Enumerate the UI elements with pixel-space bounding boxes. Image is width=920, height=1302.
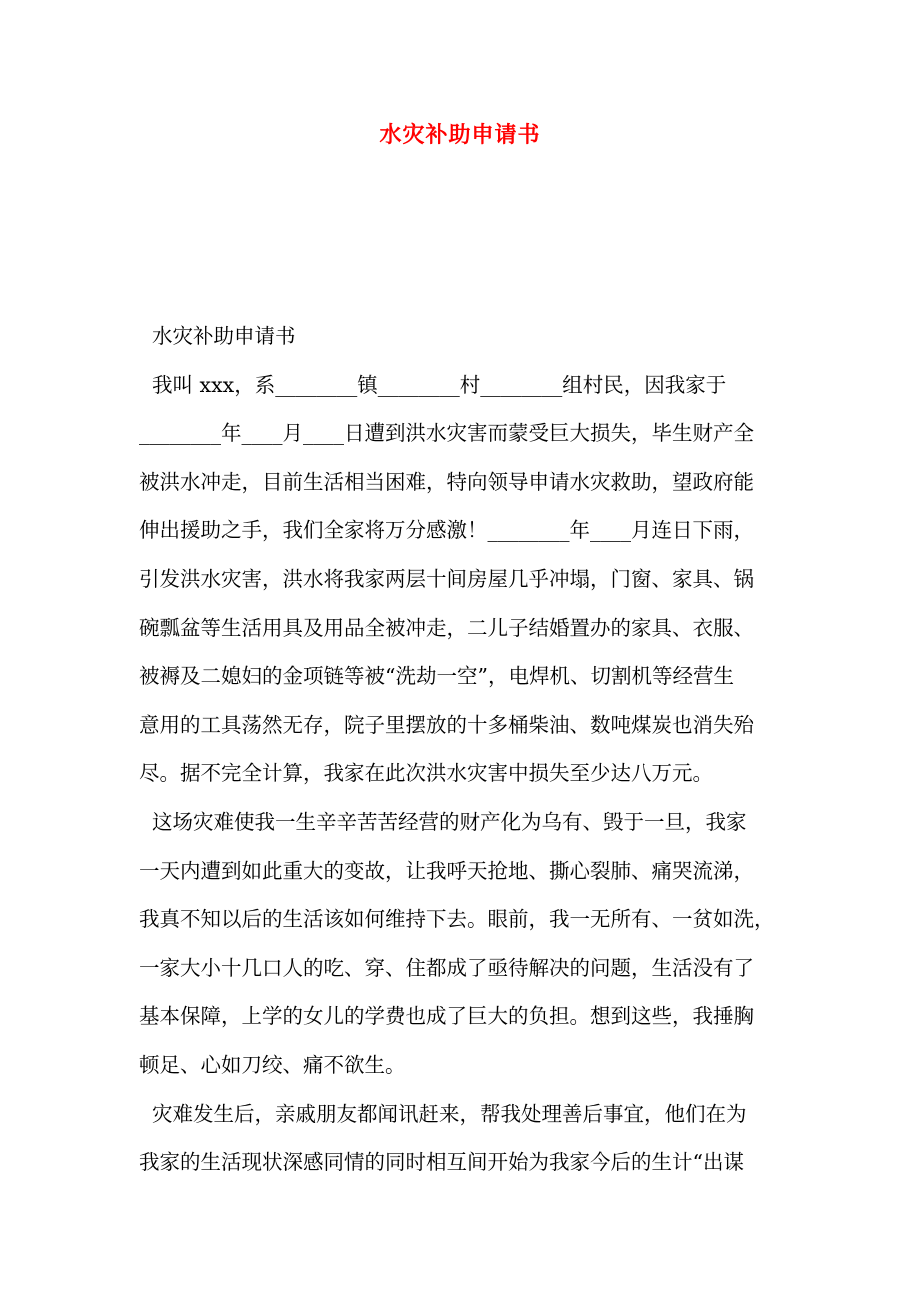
body-line: 意用的工具荡然无存，院子里摆放的十多桶柴油、数吨煤炭也消失殆 — [139, 712, 754, 737]
body-line: 我叫 xxx，系________镇________村________组村民，因我家于 — [139, 372, 727, 397]
body-line: 被褥及二媳妇的金项链等被“洗劫一空”，电焊机、切割机等经营生 — [139, 664, 734, 689]
body-line: 尽。据不完全计算，我家在此次洪水灾害中损失至少达八万元。 — [139, 761, 713, 786]
body-line: 伸出援助之手，我们全家将万分感激！________年____月连日下雨， — [139, 518, 754, 543]
body-line: 被洪水冲走，目前生活相当困难，特向领导申请水灾救助，望政府能 — [139, 469, 754, 494]
body-line: 我家的生活现状深感同情的同时相互间开始为我家今后的生计“出谋 — [139, 1150, 744, 1175]
body-line: 基本保障，上学的女儿的学费也成了巨大的负担。想到这些，我捶胸 — [139, 1004, 754, 1029]
document-title: 水灾补助申请书 — [379, 122, 541, 148]
body-line-subtitle: 水灾补助申请书 — [139, 324, 296, 348]
body-line: 一天内遭到如此重大的变故，让我呼天抢地、撕心裂肺、痛哭流涕， — [139, 858, 754, 883]
body-line: 引发洪水灾害，洪水将我家两层十间房屋几乎冲塌，门窗、家具、锅 — [139, 566, 754, 591]
body-line: 一家大小十几口人的吃、穿、住都成了亟待解决的问题，生活没有了 — [139, 955, 754, 980]
body-line: 灾难发生后，亲戚朋友都闻讯赶来，帮我处理善后事宜，他们在为 — [139, 1101, 747, 1126]
document-body — [139, 312, 799, 1187]
body-line: 这场灾难使我一生辛辛苦苦经营的财产化为乌有、毁于一旦，我家 — [139, 809, 747, 834]
body-line: 顿足、心如刀绞、痛不欲生。 — [139, 1052, 406, 1077]
body-line: ________年____月____日遭到洪水灾害而蒙受巨大损失，毕生财产全 — [139, 421, 754, 446]
body-line: 碗瓢盆等生活用具及用品全被冲走，二儿子结婚置办的家具、衣服、 — [139, 615, 754, 640]
body-line: 我真不知以后的生活该如何维持下去。眼前，我一无所有、一贫如洗， — [139, 907, 775, 932]
